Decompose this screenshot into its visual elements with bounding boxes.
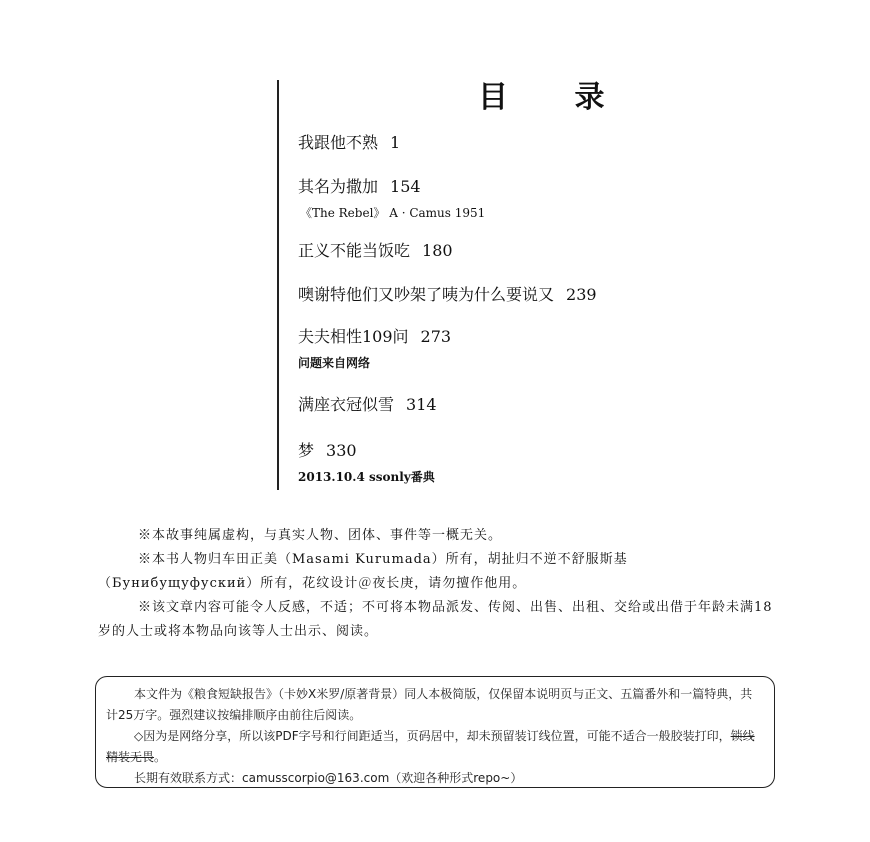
toc-entry-title: 正义不能当饭吃 (298, 241, 411, 260)
toc-entry[interactable] (298, 282, 597, 305)
toc-entry-page: 330 (326, 441, 357, 460)
toc-entry-title: 夫夫相性109问 (298, 327, 409, 346)
disclaimer-paragraph: ※本书人物归车田正美（Masami Kurumada）所有，胡扯归不逆不舒服斯基（Бунибущуфуский）所有，花纹设计＠夜长庚，请勿擅作他用。 (98, 552, 628, 591)
notice-text: 。 (154, 750, 167, 764)
toc-entry-note: 《The Rebel》 A · Camus 1951 (300, 206, 486, 220)
toc-entry[interactable] (298, 438, 435, 485)
toc-entry-title: 噢谢特他们又吵架了咦为什么要说又 (298, 285, 555, 304)
toc-entry-title: 其名为撒加 (298, 177, 379, 196)
toc-entry[interactable] (298, 174, 485, 221)
disclaimer-paragraph: ※本故事纯属虚构，与真实人物、团体、事件等一概无关。 (138, 528, 503, 543)
toc-entry-note: 问题来自网络 (298, 356, 371, 370)
notice-paragraph (106, 726, 764, 768)
contact-info[interactable]: 长期有效联系方式：camusscorpio@163.com（欢迎各种形式repo~） (134, 771, 523, 785)
toc-entry-note: 2013.10.4 ssonly番典 (298, 470, 435, 484)
toc-entry[interactable] (298, 324, 451, 371)
notice-text: ◇因为是网络分享，所以该PDF字号和行间距适当，页码居中，却未预留装订线位置，可能不适合一般胶装打印， (134, 729, 731, 743)
toc-entry-page: 314 (406, 395, 437, 414)
notice-box (95, 676, 775, 788)
toc-entry-page: 239 (566, 285, 597, 304)
disclaimer (98, 524, 778, 644)
toc-entry-title: 我跟他不熟 (298, 133, 379, 152)
toc-entry-title: 梦 (298, 441, 315, 460)
vertical-rule (277, 80, 279, 490)
toc-entry[interactable] (298, 238, 453, 261)
disclaimer-paragraph: ※该文章内容可能令人反感，不适；不可将本物品派发、传阅、出售、出租、交给或出借于年龄未满18岁的人士或将本物品向该等人士出示、阅读。 (98, 600, 773, 639)
toc-entry[interactable] (298, 392, 437, 415)
toc-entry-page: 1 (390, 133, 401, 152)
toc-entry-title: 满座衣冠似雪 (298, 395, 395, 414)
toc-entry-page: 180 (422, 241, 453, 260)
toc-entry-page: 273 (420, 327, 452, 346)
toc-entry[interactable] (298, 130, 400, 153)
page-title: 目 录 (478, 80, 633, 115)
notice-paragraph: 本文件为《粮食短缺报告》（卡妙X米罗/原著背景）同人本极简版，仅保留本说明页与正文、五篇番外和一篇特典，共计25万字。强烈建议按编排顺序由前往后阅读。 (106, 687, 753, 722)
toc-entry-page: 154 (390, 177, 421, 196)
strikethrough-text: 锁线精装无畏 (106, 729, 755, 764)
